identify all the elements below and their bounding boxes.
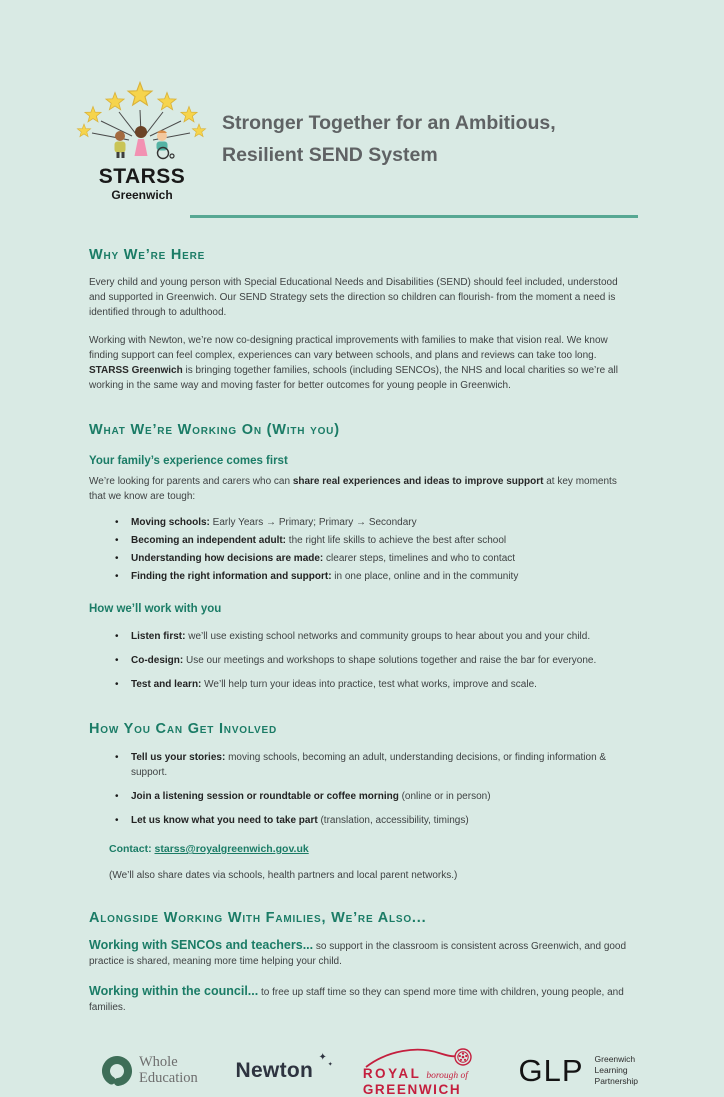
header (0, 0, 724, 202)
whole-education-logo (100, 1054, 198, 1088)
newton-logo (235, 1051, 334, 1083)
sparkle-small-icon: ✦ (327, 1061, 334, 1068)
family-intro (89, 474, 635, 504)
bullet-lead: Moving schools: (131, 517, 210, 528)
section-heading-working: What We’re Working On (With you) (89, 422, 340, 438)
bullet-lead: Becoming an independent adult: (131, 535, 287, 546)
why-p2-post: is bringing together families, schools (including SENCOs), the NHS and local charities so we’re all working in the same way and moving faster for better outcomes for young people in Greenwich. (89, 365, 618, 391)
contact-label: Contact: (109, 843, 152, 855)
council-paragraph (89, 984, 635, 1015)
bullet-rest: clearer steps, timelines and who to contact (323, 553, 516, 564)
list-item (113, 568, 635, 586)
council-lead: Working within the council... (89, 984, 259, 998)
sencos-paragraph (89, 938, 635, 969)
subheading-how-we-work: How we’ll work with you (89, 603, 222, 615)
family-intro-post: at key moments that we know are tough: (89, 476, 617, 502)
bullet-rest: (online or in person) (398, 791, 491, 802)
bullet-rest: we’ll use existing school networks and community groups to hear about you and your child. (185, 631, 591, 642)
contact-row (109, 843, 635, 855)
list-item (113, 514, 635, 532)
bullet-lead: Listen first: (131, 631, 186, 642)
sencos-lead: Working with SENCOs and teachers... (89, 938, 314, 952)
contact-note: (We’ll also share dates via schools, health partners and local parent networks.) (109, 870, 458, 881)
bullet-lead: Join a listening session or roundtable or coffee morning (131, 791, 399, 802)
subheading-family-experience: Your family’s experience comes first (89, 455, 288, 467)
whole-education-ring-icon (100, 1054, 134, 1088)
newton-wordmark: Newton (235, 1058, 314, 1082)
borough-of-text: borough of (426, 1071, 468, 1081)
content (0, 247, 724, 1015)
bullet-lead: Co-design: (131, 655, 184, 666)
whole-education-line1: Whole (139, 1053, 178, 1070)
glp-description (595, 1054, 638, 1087)
royal-greenwich-logo (363, 1044, 481, 1097)
why-paragraph-1: Every child and young person with Special Educational Needs and Disabilities (SEND) should feel included, understood and supported in Greenwich. Our SEND Strategy sets the direction so children can flourish- from the moment a need is identified through to adulthood. (89, 277, 618, 318)
why-p2-pre: Working with Newton, we’re now co-designing practical improvements with families to make that vision real. We know finding support can feel complex, experiences can vary between schools, and plans and reviews can take too long. (89, 335, 608, 361)
bullet-lead: Understanding how decisions are made: (131, 553, 324, 564)
section-heading-involved: How You Can Get Involved (89, 721, 278, 737)
family-intro-pre: We’re looking for parents and carers who can (89, 476, 293, 487)
glp-logo (519, 1054, 639, 1087)
council-rest: to free up staff time so they can spend more time with children, young people, and families. (89, 987, 624, 1013)
royal-greenwich-top-line (363, 1066, 468, 1081)
bullet-rest: the right life skills to achieve the best after school (286, 535, 507, 546)
bullet-rest: We’ll help turn your ideas into practice, test what works, improve and scale. (201, 679, 537, 690)
logo-wordmark: STARSS (98, 165, 186, 188)
section-heading-why: Why We’re Here (89, 247, 206, 263)
bullet-rest: moving schools, becoming an adult, understanding decisions, or finding information & support. (131, 752, 607, 778)
contact-email-link[interactable]: starss@royalgreenwich.gov.uk (154, 843, 309, 855)
how-we-work-list (89, 629, 635, 692)
royal-text: ROYAL (362, 1066, 422, 1081)
logo-subtitle: Greenwich (111, 188, 173, 202)
header-divider (190, 215, 638, 218)
sparkle-icon: ✦ (318, 1051, 328, 1063)
bullet-lead: Let us know what you need to take part (131, 815, 318, 826)
section-heading-alongside: Alongside Working With Families, We’re Also... (89, 910, 427, 926)
bullet-rest: Early Years → Primary; Primary → Secondary (209, 517, 417, 528)
family-intro-bold: share real experiences and ideas to improve support (292, 476, 544, 487)
get-involved-list (89, 750, 635, 828)
whole-education-wordmark (139, 1055, 198, 1086)
page-title-line1: Stronger Together for an Ambitious, (222, 112, 556, 134)
starss-logo-art-icon (76, 84, 208, 159)
page-title-line2: Resilient SEND System (222, 143, 438, 166)
list-item (113, 653, 635, 668)
list-item (113, 750, 635, 780)
bullet-lead: Finding the right information and support: (131, 571, 332, 582)
why-p2-bold: STARSS Greenwich (89, 365, 183, 376)
partner-logos (0, 1030, 724, 1097)
page-title (222, 84, 556, 202)
whole-education-line2: Education (139, 1069, 198, 1086)
greenwich-text: GREENWICH (362, 1082, 462, 1097)
bullet-rest: in one place, online and in the community (331, 571, 519, 582)
glp-line2: Learning (594, 1064, 628, 1075)
glp-line1: Greenwich (594, 1053, 636, 1064)
list-item (113, 629, 635, 644)
list-item (113, 677, 635, 692)
sencos-rest: so support in the classroom is consistent across Greenwich, and good practice is shared, meaning more time helping your child. (89, 941, 627, 967)
tough-moments-list (89, 514, 635, 586)
bullet-rest: (translation, accessibility, timings) (317, 815, 469, 826)
list-item (113, 789, 635, 804)
bullet-rest: Use our meetings and workshops to shape solutions together and raise the bar for everyone. (183, 655, 597, 666)
glp-wordmark: GLP (518, 1052, 584, 1088)
bullet-lead: Test and learn: (131, 679, 202, 690)
list-item (113, 532, 635, 550)
starss-logo (76, 84, 208, 202)
bullet-lead: Tell us your stories: (131, 752, 226, 763)
why-paragraph-2 (89, 333, 635, 393)
glp-line3: Partnership (594, 1076, 638, 1087)
list-item (113, 550, 635, 568)
list-item (113, 813, 635, 828)
